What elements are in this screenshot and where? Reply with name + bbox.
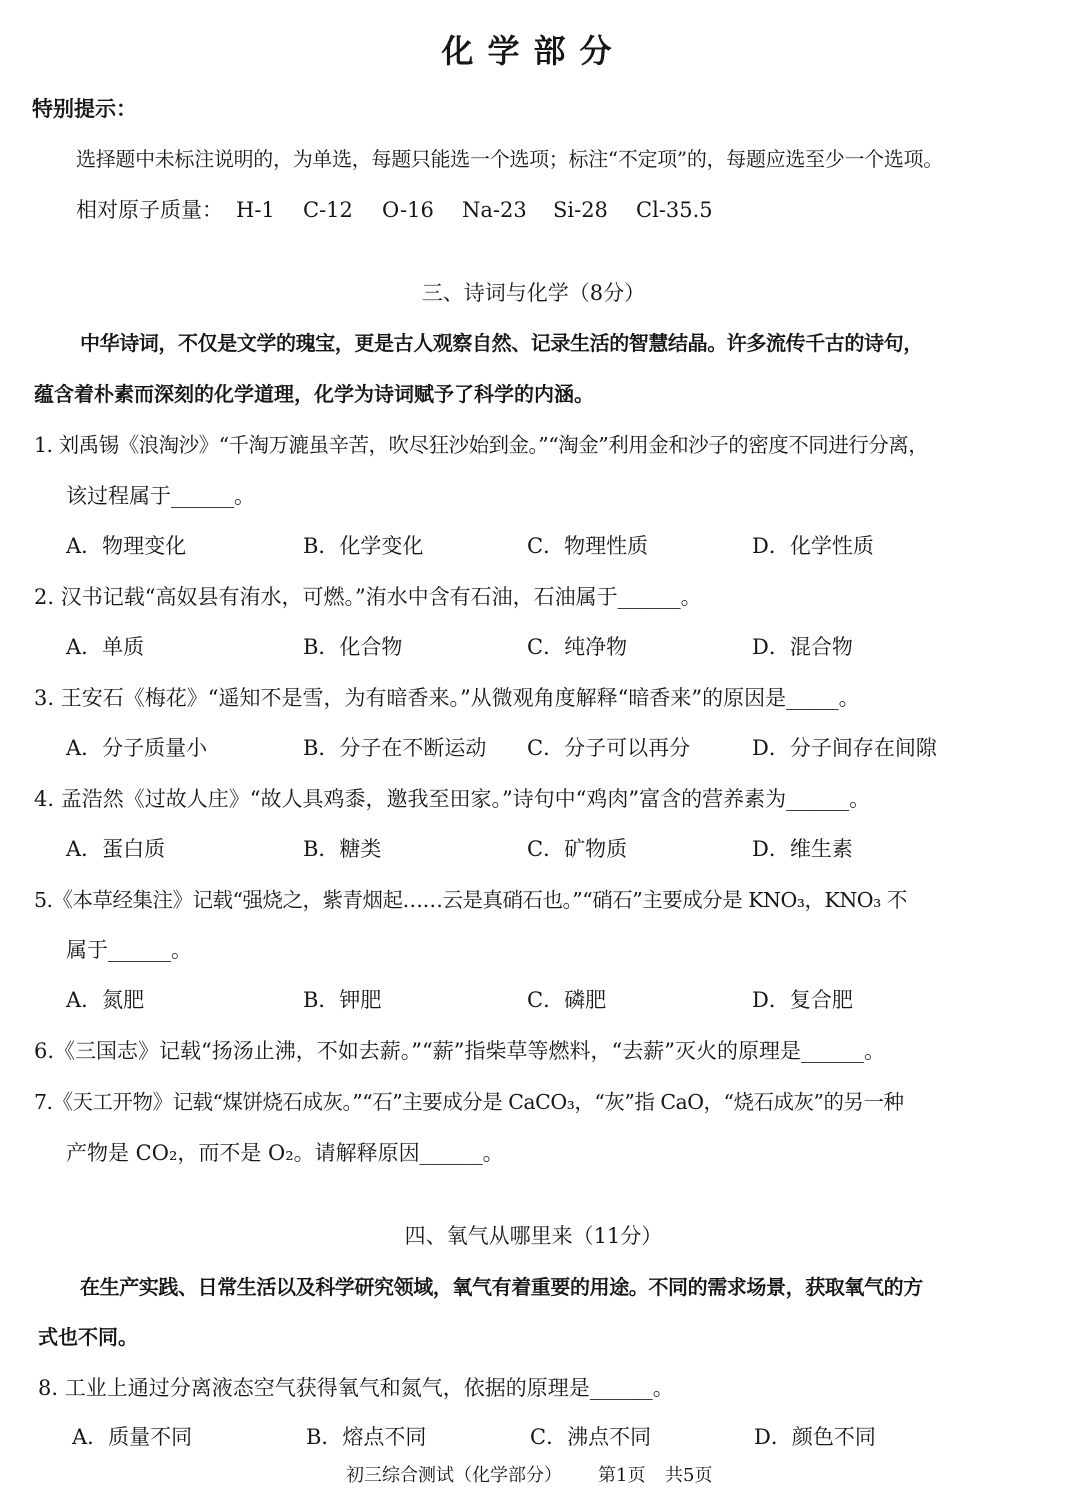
question-1-stem-cont: 该过程属于______。 — [66, 484, 255, 508]
atomic-mass-c: C-12 — [303, 198, 353, 222]
question-5-stem-cont: 属于______。 — [66, 938, 192, 962]
option-b: B．化合物 — [303, 635, 403, 659]
page-title: 化学部分 — [441, 32, 626, 70]
atomic-mass-cl: Cl-35.5 — [636, 198, 713, 222]
option-b: B．化学变化 — [303, 534, 424, 558]
option-a: A．蛋白质 — [66, 837, 166, 861]
option-d: D．复合肥 — [752, 988, 853, 1012]
section3-heading: 三、诗词与化学（8分） — [421, 281, 646, 305]
footer-page-number: 第1页 — [598, 1465, 646, 1486]
question-1-stem: 1. 刘禹锡《浪淘沙》“千淘万漉虽辛苦，吹尽狂沙始到金。”“淘金”利用金和沙子的密度不同进行分离， — [34, 433, 929, 457]
question-3-stem: 3. 王安石《梅花》“遥知不是雪，为有暗香来。”从微观角度解释“暗香来”的原因是_____。 — [34, 686, 860, 710]
option-d: D．分子间存在间隙 — [752, 736, 937, 760]
question-8-stem: 8. 工业上通过分离液态空气获得氧气和氮气，依据的原理是______。 — [38, 1376, 674, 1400]
option-b: B．熔点不同 — [306, 1425, 427, 1449]
option-a: A．分子质量小 — [66, 736, 208, 760]
section3-intro-line1: 中华诗词，不仅是文学的瑰宝，更是古人观察自然、记录生活的智慧结晶。许多流传千古的诗句， — [80, 331, 923, 355]
question-6-stem: 6.《三国志》记载“扬汤止沸，不如去薪。”“薪”指柴草等燃料，“去薪”灭火的原理是______。 — [34, 1039, 885, 1063]
option-a: A．物理变化 — [66, 534, 187, 558]
option-c: C．磷肥 — [527, 988, 607, 1012]
question-2-stem: 2. 汉书记载“高奴县有洧水，可燃。”洧水中含有石油，石油属于______。 — [34, 585, 702, 609]
option-d: D．颜色不同 — [754, 1425, 876, 1449]
option-a: A．质量不同 — [72, 1425, 193, 1449]
footer-total-pages: 共5页 — [665, 1465, 713, 1486]
section3-intro-line2: 蕴含着朴素而深刻的化学道理，化学为诗词赋予了科学的内涵。 — [34, 382, 594, 406]
option-b: B．钾肥 — [303, 988, 382, 1012]
option-b: B．糖类 — [303, 837, 382, 861]
question-4-stem: 4. 孟浩然《过故人庄》“故人具鸡黍，邀我至田家。”诗句中“鸡肉”富含的营养素为______。 — [34, 787, 871, 811]
option-a: A．单质 — [66, 635, 145, 659]
atomic-mass-si: Si-28 — [553, 198, 608, 222]
section4-intro-line2: 式也不同。 — [38, 1325, 138, 1349]
notice-heading: 特别提示： — [32, 96, 137, 121]
option-c: C．沸点不同 — [530, 1425, 652, 1449]
option-d: D．化学性质 — [752, 534, 874, 558]
option-c: C．矿物质 — [527, 837, 628, 861]
footer-exam-title: 初三综合测试（化学部分） — [346, 1465, 562, 1486]
option-d: D．混合物 — [752, 635, 853, 659]
section4-heading: 四、氧气从哪里来（11分） — [404, 1224, 663, 1248]
option-c: C．物理性质 — [527, 534, 649, 558]
option-c: C．分子可以再分 — [527, 736, 691, 760]
atomic-mass-o: O-16 — [382, 198, 434, 222]
question-7-stem: 7.《天工开物》记载“煤饼烧石成灰。”“石”主要成分是 CaCO₃，“灰”指 CaO，“烧石成灰”的另一种 — [34, 1090, 904, 1114]
atomic-mass-na: Na-23 — [462, 198, 527, 222]
atomic-mass-h: H-1 — [236, 198, 275, 222]
atomic-mass-label: 相对原子质量： — [76, 198, 223, 222]
option-d: D．维生素 — [752, 837, 853, 861]
section4-intro-line1: 在生产实践、日常生活以及科学研究领域，氧气有着重要的用途。不同的需求场景，获取氧气的方 — [80, 1275, 923, 1299]
option-c: C．纯净物 — [527, 635, 628, 659]
question-7-stem-cont: 产物是 CO₂，而不是 O₂。请解释原因______。 — [66, 1141, 504, 1165]
option-b: B．分子在不断运动 — [303, 736, 487, 760]
notice-text: 选择题中未标注说明的，为单选，每题只能选一个选项；标注“不定项”的，每题应选至少一个选项。 — [76, 147, 943, 171]
question-5-stem: 5.《本草经集注》记载“强烧之，紫青烟起……云是真硝石也。”“硝石”主要成分是 KNO₃，KNO₃ 不 — [34, 888, 907, 912]
option-a: A．氮肥 — [66, 988, 145, 1012]
